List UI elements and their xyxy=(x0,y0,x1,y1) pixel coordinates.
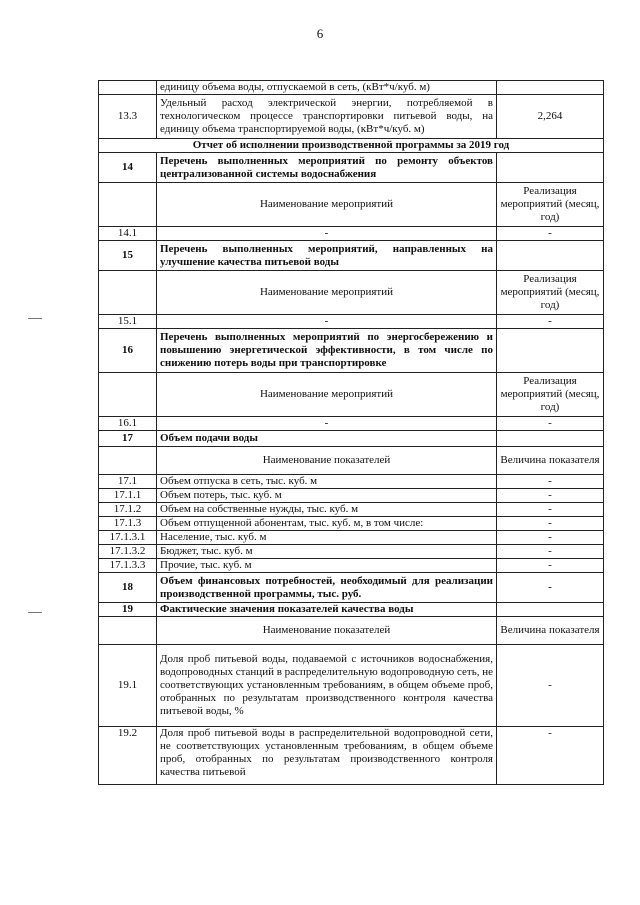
row-number-cell: 17.1.3.2 xyxy=(99,545,157,559)
table-row xyxy=(99,475,604,489)
row-value-cell: - xyxy=(497,559,604,573)
column-header-value: Реализация мероприятий (месяц, год) xyxy=(497,271,604,315)
row-description-cell: Доля проб питьевой воды в распределительной водопроводной сети, не соответствующих установленным требованиям, в общем объеме проб, отобранных по результатам производственного контроля качества питьевой xyxy=(157,727,497,785)
column-header-row xyxy=(99,373,604,417)
row-number-cell: 15.1 xyxy=(99,315,157,329)
column-header-value: Величина показателя xyxy=(497,447,604,475)
row-number-cell xyxy=(99,81,157,95)
report-heading-row xyxy=(99,139,604,153)
section-row xyxy=(99,603,604,617)
row-description-cell: Объем потерь, тыс. куб. м xyxy=(157,489,497,503)
row-value-cell: - xyxy=(497,417,604,431)
row-number-cell: 14.1 xyxy=(99,227,157,241)
section-row xyxy=(99,329,604,373)
section-row xyxy=(99,241,604,271)
column-header-row xyxy=(99,183,604,227)
row-value-cell: - xyxy=(497,531,604,545)
row-value-cell xyxy=(497,603,604,617)
section-row xyxy=(99,153,604,183)
row-number-cell: 17.1.1 xyxy=(99,489,157,503)
scan-mark xyxy=(28,318,42,319)
row-number-cell: 17.1.3.3 xyxy=(99,559,157,573)
row-description-cell: Прочие, тыс. куб. м xyxy=(157,559,497,573)
row-description-cell: единицу объема воды, отпускаемой в сеть, (кВт*ч/куб. м) xyxy=(157,81,497,95)
row-description-cell: Объем на собственные нужды, тыс. куб. м xyxy=(157,503,497,517)
row-value-cell xyxy=(497,153,604,183)
row-description-cell: Бюджет, тыс. куб. м xyxy=(157,545,497,559)
row-description-cell: Перечень выполненных мероприятий, направленных на улучшение качества питьевой воды xyxy=(157,241,497,271)
report-table-body xyxy=(99,81,604,785)
report-table xyxy=(98,80,604,785)
row-description-cell: Удельный расход электрической энергии, потребляемой в технологическом процессе транспортировки питьевой воды, на единицу объема транспортируемой воды, (кВт*ч/куб. м) xyxy=(157,95,497,139)
row-number-cell: 17 xyxy=(99,431,157,447)
row-number-cell: 19.2 xyxy=(99,727,157,785)
column-header-name: Наименование мероприятий xyxy=(157,183,497,227)
table-row xyxy=(99,517,604,531)
row-number-cell xyxy=(99,617,157,645)
row-description-cell: Перечень выполненных мероприятий по энергосбережению и повышению энергетической эффективности, в том числе по снижению потерь воды при транспортировке xyxy=(157,329,497,373)
table-row xyxy=(99,417,604,431)
row-description-cell: - xyxy=(157,315,497,329)
scan-mark xyxy=(28,612,42,613)
row-value-cell: - xyxy=(497,517,604,531)
row-value-cell: - xyxy=(497,227,604,241)
row-value-cell: - xyxy=(497,503,604,517)
row-value-cell: - xyxy=(497,573,604,603)
row-value-cell xyxy=(497,81,604,95)
table-row xyxy=(99,559,604,573)
column-header-value: Реализация мероприятий (месяц, год) xyxy=(497,373,604,417)
row-value-cell: - xyxy=(497,475,604,489)
row-number-cell: 16.1 xyxy=(99,417,157,431)
row-number-cell: 16 xyxy=(99,329,157,373)
row-number-cell: 13.3 xyxy=(99,95,157,139)
column-header-name: Наименование мероприятий xyxy=(157,271,497,315)
row-value-cell: - xyxy=(497,727,604,785)
row-value-cell xyxy=(497,241,604,271)
row-description-cell: - xyxy=(157,417,497,431)
column-header-value: Величина показателя xyxy=(497,617,604,645)
table-row xyxy=(99,227,604,241)
row-number-cell: 17.1.3 xyxy=(99,517,157,531)
row-number-cell: 15 xyxy=(99,241,157,271)
row-number-cell xyxy=(99,447,157,475)
section-row xyxy=(99,431,604,447)
column-header-row xyxy=(99,271,604,315)
row-value-cell: 2,264 xyxy=(497,95,604,139)
table-row xyxy=(99,315,604,329)
row-number-cell: 19 xyxy=(99,603,157,617)
report-heading: Отчет об исполнении производственной программы за 2019 год xyxy=(99,139,604,153)
row-description-cell: Перечень выполненных мероприятий по ремонту объектов централизованной системы водоснабжения xyxy=(157,153,497,183)
column-header-name: Наименование показателей xyxy=(157,447,497,475)
section-row xyxy=(99,573,604,603)
row-description-cell: Объем финансовых потребностей, необходимый для реализации производственной программы, тыс. руб. xyxy=(157,573,497,603)
row-number-cell: 17.1.2 xyxy=(99,503,157,517)
row-value-cell: - xyxy=(497,645,604,727)
row-value-cell xyxy=(497,329,604,373)
table-row xyxy=(99,545,604,559)
row-number-cell xyxy=(99,373,157,417)
table-row xyxy=(99,503,604,517)
row-value-cell: - xyxy=(497,545,604,559)
table-row xyxy=(99,531,604,545)
row-description-cell: - xyxy=(157,227,497,241)
row-description-cell: Объем отпущенной абонентам, тыс. куб. м, в том числе: xyxy=(157,517,497,531)
row-number-cell: 19.1 xyxy=(99,645,157,727)
row-number-cell xyxy=(99,271,157,315)
row-value-cell xyxy=(497,431,604,447)
row-value-cell: - xyxy=(497,315,604,329)
row-description-cell: Доля проб питьевой воды, подаваемой с источников водоснабжения, водопроводных станций в распределительную водопроводную сеть, не соответствующих установленным требованиям, в общем объеме проб, отобранных по результатам производственного контроля качества питьевой воды, % xyxy=(157,645,497,727)
column-header-row xyxy=(99,447,604,475)
row-number-cell xyxy=(99,183,157,227)
row-description-cell: Объем отпуска в сеть, тыс. куб. м xyxy=(157,475,497,489)
row-description-cell: Объем подачи воды xyxy=(157,431,497,447)
row-number-cell: 18 xyxy=(99,573,157,603)
row-value-cell: - xyxy=(497,489,604,503)
column-header-name: Наименование мероприятий xyxy=(157,373,497,417)
table-row xyxy=(99,645,604,727)
table-row xyxy=(99,95,604,139)
table-row xyxy=(99,489,604,503)
column-header-name: Наименование показателей xyxy=(157,617,497,645)
table-row xyxy=(99,81,604,95)
column-header-row xyxy=(99,617,604,645)
row-description-cell: Фактические значения показателей качества воды xyxy=(157,603,497,617)
row-number-cell: 17.1.3.1 xyxy=(99,531,157,545)
row-description-cell: Население, тыс. куб. м xyxy=(157,531,497,545)
report-table-wrap xyxy=(98,80,603,785)
column-header-value: Реализация мероприятий (месяц, год) xyxy=(497,183,604,227)
page-number: 6 xyxy=(316,26,324,41)
row-number-cell: 14 xyxy=(99,153,157,183)
row-number-cell: 17.1 xyxy=(99,475,157,489)
table-row xyxy=(99,727,604,785)
